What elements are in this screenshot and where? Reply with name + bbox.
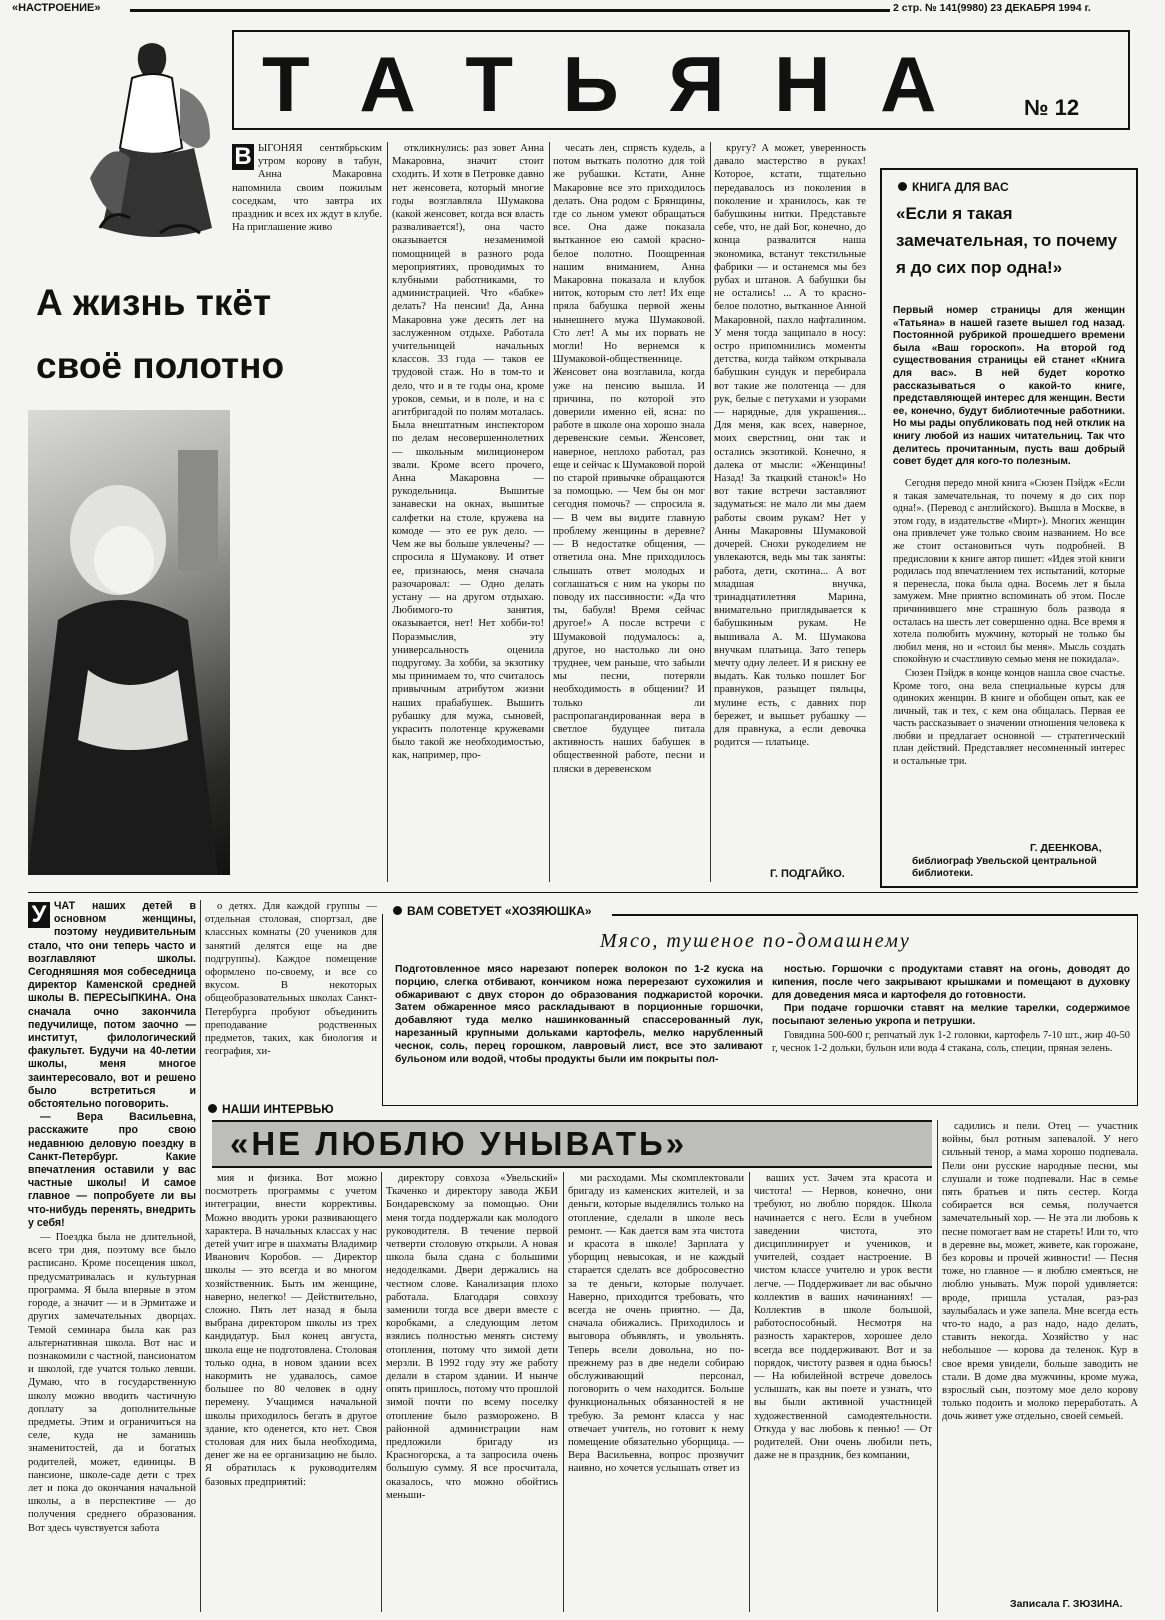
- interview-rubric-label: НАШИ ИНТЕРВЬЮ: [222, 1102, 334, 1116]
- recipe-text-left: Подготовленное мясо нарезают поперек волокон по 1-2 куска на порцию, слегка отбивают, кончиком ножа перерезают сухожилия и обжаривают с двух сторон до образования поджаристой корочки. Затем обжаренное мясо раскладывают в порционные горшочки, добавляют туда мелко нашинкованный спассерованный лук, нарезанный крупными дольками картофель, мелко нарубленный чеснок, соль, перец горошком, лавровый лист, все это заливают бульоном или водой, чтобы продукты были им покрыты пол-: [395, 964, 763, 1065]
- recipe-ingredients: Говядина 500-600 г, репчатый лук 1-2 головки, картофель 7-10 шт., жир 40-50 г, чеснок 1-2 дольки, бульон или вода 4 стакана, соль, специи, пряная зелень.: [772, 1029, 1130, 1054]
- interview-headline: «НЕ ЛЮБЛЮ УНЫВАТЬ»: [230, 1125, 688, 1162]
- page-number: № 12: [1024, 95, 1080, 120]
- interview-col1: [28, 900, 196, 1612]
- interview-c2: [386, 1172, 558, 1612]
- top-rule: [130, 9, 890, 12]
- interview-c1-text: мия и физика. Вот можно посмотреть программы с учетом интеграции, внести коррективы. Можно вводить уроки развивающего характера. В начальных классах у нас детей учит игре в шахматы Владимир Иванович Коробов. — Директор школы — это всегда и во многом хозяйственник. Быть им женщине, наверно, нелегко! — Действительно, сложно. Пять лет назад я была выбрана директором школы из трех кандидатур. Был конец августа, школа еще не подготовлена. Столовая только одна, в новом здании всех накормить не удавалось, самое большее по 80 человек в одну перемену. Учащимся начальной школы приходилось бегать в другое здание, кто оденется, кто нет. Своя столовая для них была необходима, денег же на ее организацию не было. Я обратилась к руководителям базовых предприятий:: [205, 1173, 377, 1488]
- recipe-box-top-line: [612, 914, 1138, 916]
- interview-dropcap: У: [28, 902, 50, 928]
- main-dropcap: В: [232, 144, 254, 170]
- issue-line: 2 стр. № 141(9980) 23 ДЕКАБРЯ 1994 г.: [893, 2, 1091, 14]
- woman-portrait-photo: [28, 410, 230, 875]
- interview-bullet-icon: [208, 1104, 217, 1113]
- recipe-title: Мясо, тушеное по-домашнему: [600, 930, 911, 952]
- page-title: Т А Т Ь Я Н А: [262, 40, 951, 128]
- interview-intro: ЧАТ наших детей в основном женщины, поэтому неудивительным стало, что они теперь часто и возглавляют школы. Сегодняшняя моя собеседница директор Каменской средней школы В. ПЕРЕСЫПКИНА. Она сначала очно закончила педучилище, потом заочно — институт, филологический факультет. Будучи на 40-летии школы, меня многое заинтересовало, вот и решено было встретиться и обстоятельно поговорить.: [28, 900, 196, 1111]
- book-lead: Первый номер страницы для женщин «Татьяна» в нашей газете вышел год назад. Постоянной рубрикой прошедшего времени была «Ваш гороскоп». На второй год существования страницы ей станет «Книга для вас». В ней будет коротко рассказываться о какой-то книге, представляющей интерес для женщин. Вести ее, конечно, будут библиотечные работники. Но мы рады опубликовать под ней отклик на книгу любой из наших читательниц. Так что делитесь прочитанным, пусть ваш добрый совет будет для кого-то полезным.: [893, 305, 1125, 468]
- mid-page-rule: [28, 892, 1138, 893]
- book-author: Г. ДЕЕНКОВА,: [1030, 842, 1102, 854]
- interview-c5: [942, 1120, 1138, 1598]
- main-col3-text: чесать лен, спрясть кудель, а потом выткать полотно для той же рубашки. Кстати, Анне Макаровне все это приходилось делать. Она родом с Брянщины, где со льном умеют обращаться все. Она даже показала вытканное ею самой красно-белое полотно. Поощренная нашим вниманием, Анна Макаровна показала и клубок ниток, которым сто лет! Их еще пряла бабушка первой жены нынешнего мужа Шумаковой. Сто лет! А мы их порвать не могли! Но вернемся к Шумаковой-общественнице. Женсовет она возглавила, когда уже на пенсию вышла. И причина, по которой это доверили именно ей, ясна: по работе в школе она хорошо знала деревенские семьи. Женсовет, наверное, неплохо работал, раз еще и сейчас к Шумаковой порой по старой привычке обращаются за помощью. — Чем бы он мог сегодня помочь? — спросила я. — В чем вы видите главную проблему женщины в деревне? — В недостатке общения, — ответила она. Мне приходилось слышать ответ молодых и соглашаться с ним на укоры по поводу их пассивности: «Да что ты, бабуля! Время сейчас другое!» А после встречи с Шумаковой подумалось: а, другое, но настолько ли оно труднее, чем раньше, что забыли мы песни, потеряли необходимость в общении? И только ли распропагандированная вера в светлое будущее питала активность наших бабушек в общественной работе, песни и пляски в деревенском: [553, 143, 705, 775]
- main-col1-text: ЫГОНЯЯ сентябрьским утром корову в табун, Анна Макаровна напомнила своим пожилым соседкам, что завтра их праздник и всех их ждут в клубе. На приглашение живо: [232, 143, 382, 234]
- main-author: Г. ПОДГАЙКО.: [770, 868, 845, 880]
- main-col-divider-1: [387, 142, 388, 882]
- interview-c2-text: директору совхоза «Увельский» Ткаченко и директору завода ЖБИ Бондаревскому за помощью. Они меня тогда поддержали как молодого руководителя. В течение первой четверти столовую открыли. А новая школа была сдана с большими недоделками. Двери держались на честном слове. Канализация плохо работала. Благодаря совхозу заменили тогда все двери вместе с коробками, а следующим летом взялись полностью менять систему отопления, потому что зимой дети мерзли. В 1992 году эту же работу делали в старом здании. И нынче опять пришлось, потому что прошлой зимой почти по всему поселку отопление было разморожено. В районной администрации нам предложили бригаду из Красногорска, а та запросила очень большую сумму. Я все просчитала, оказалось, что можно обойтись меньши-: [386, 1173, 558, 1501]
- interview-a1: — Поездка была не длительной, всего три дня, поэтому все было расписано. Кроме посещения школ, предусматривалась и культурная программа. Я была впервые в этом городе, а значит — и в Эрмитаже и других замечательных дворцах. Темой семинара была как раз альтернативная школа. Вот нас и познакомили с частной, пансионатом и школой, где учатся только левши. Думаю, что в государственную школу можно вводить частичную доплату за дополнительные предметы. Этим и ограничиться на селе, куда не заманишь знаменитостей, да и богатых родителей, может, единицы. В пансионе, школе-саде дети с трех лет и пока до окончания начальной школы, а в перспективе — до получения среднего образования. Вот здесь чувствуется забота: [28, 1232, 196, 1534]
- main-headline-line2: своё полотно: [36, 345, 285, 386]
- book-rubric-label: КНИГА ДЛЯ ВАС: [912, 180, 1009, 194]
- interview-col2-top: [205, 900, 377, 1092]
- interview-q1: — Вера Васильевна, расскажите про свою недавнюю деловую поездку в Санкт-Петербург. Какие впечатления оставили у вас частные школы! И самое главное — попробуете ли вы что-нибудь перенять, внедрить у себя!: [28, 1111, 196, 1229]
- interview-c4: [754, 1172, 932, 1612]
- recipe-text3: При подаче горшочки ставят на мелкие тарелки, содержимое посыпают зеленью укропа и петрушки.: [772, 1003, 1130, 1028]
- main-article-col2: [392, 142, 544, 882]
- interview-c4-text: ваших уст. Зачем эта красота и чистота! — Нервов, конечно, они требуют, но люблю порядок. Школа начинается с него. Если в учебном заведении чистота, это дисциплинирует и учеников, и учителей, создает настроение. В чистом классе учителю и урок вести легче. — Поддерживает ли вас обычно коллектив в ваших начинаниях! — Коллектив в школе большой, работоспособный. Несмотря на разность характеров, хорошее дело всегда все поддерживают. Вот и за порядок, чистоту развея я одна бьюсь! — На юбилейной встрече довелось услышать, как вы поете и узнать, что вы были активной участницей художественной самодеятельности. Откуда у вас любовь к пенью! — От родителей. Они очень любили петь, даже не в праздник, без компании,: [754, 1173, 932, 1462]
- book-body: [893, 478, 1125, 838]
- interview-rubric: [208, 1102, 334, 1116]
- section-label: «НАСТРОЕНИЕ»: [12, 2, 101, 14]
- main-headline-line1: А жизнь ткёт: [36, 282, 272, 323]
- interview-author: Записала Г. ЗЮЗИНА.: [1010, 1598, 1123, 1610]
- main-col-divider-2: [549, 142, 550, 882]
- interview-c3: [568, 1172, 744, 1612]
- interview-c3-text: ми расходами. Мы скомплектовали бригаду из каменских жителей, и за деньги, которые выделялись только на отопление, сделали в школе весь ремонт. — Как дается вам эта чистота и красота в школе! Зарплата у уборщиц невысокая, и не каждый старается сделать все добросовестно за те деньги, которые получает. Наверно, приходится требовать, что всегда не очень приятно. — Да, сначала обижались. Приходилось и выговора объявлять, и увольнять. Теперь всели довольна, но по-прежнему раз в две недели собираю обслуживающий персонал, поговорить о чем находится. Больше функциональных обязанностей я не требую. За ремонт класса у нас отвечает учитель, но готовит к нему помещение обязательно уборщица. — Вера Васильевна, вопрос прозвучит наивно, но хочется услышать ответ из: [568, 1173, 744, 1475]
- main-col2-text: откликнулись: раз зовет Анна Макаровна, значит стоит сходить. И хотя в Петровке давно нет женсовета, который многие годы возглавляла Шумакова (какой женсовет, когда вся власть разваливается!), она часто оказывается незаменимой помощницей в разного рода мероприятиях, проводимых то клубными работниками, то администрацией. Что «бабке» делать? На пенсии! Да, Анна Макаровна уже десять лет на заслуженном отдыхе. Работала учительницей начальных классов. 33 года — таков ее трудовой стаж. Но в том-то и дело, что и в те годы она, кроме уроков, семьи, и в поле, и на с агитбригадой по полям моталась. Была внештатным инспектором по делам несовершеннолетних — школьным милиционером звали. Кроме всего прочего, Анна Макаровна — рукодельница. Вышитые занавески на окнах, вышитые салфетки на столе, кружева на комоде — это ее рук дело. — Чем же вы больше увлечены? — спросила я Шумакову. И ответ ее, признаюсь, меня сначала разочаровал: — Одно делать устану — на другом отдыхаю. Любимого-то занятия, оказывается, нет! Нет хобби-то! Поразмыслив, эту универсальность оценила подругому. За хобби, за экзотику мы принимаем то, что считалось привычным атрибутом жизни наших прабабушек. Вышить рубашку для мужа, сыновей, украсить полотенце кружевами было такой же необходимостью, как, например, про-: [392, 143, 544, 762]
- main-article-col1: [232, 142, 382, 242]
- book-headline: «Если я такая замечательная, то почему я до сих пор одна!»: [896, 204, 1118, 277]
- book-author-note: библиограф Увельской центральной библиотеки.: [912, 856, 1097, 879]
- book-body-p2: Сюзен Пэйдж в конце концов нашла свое счастье. Кроме того, она вела специальные курсы для одиноких женщин. В книге и обобщен опыт, как ее личный, так и тех, с кем она общалась. Первая ее часть рассказывает о значении отношения человека к любви и предлагает основной — стратегический план действий. Представляет несомненный интерес и остальные три.: [893, 667, 1125, 768]
- main-col-divider-3: [710, 142, 711, 882]
- interview-divider-4: [749, 1172, 750, 1612]
- recipe-rubric-label: ВАМ СОВЕТУЕТ «ХОЗЯЮШКА»: [407, 904, 592, 918]
- recipe-text-right: [772, 964, 1130, 1104]
- rubric-bullet-icon: [898, 182, 907, 191]
- interview-col2-text: о детях. Для каждой группы — отдельная столовая, спортзал, две классных комнаты (20 учеников для занятий делятся еще на две подгруппы). Каждое помещение оформлено по-своему, и все со вкусом. В некоторых общеобразовательных школах Санкт-Петербурга пробуют объединить преподавание родственных предметов, таких, как биология и география, хи-: [205, 901, 377, 1058]
- interview-c1: [205, 1172, 377, 1612]
- interview-divider-1: [200, 900, 201, 1612]
- interview-divider-5: [937, 1120, 938, 1612]
- interview-divider-2: [381, 1172, 382, 1612]
- interview-divider-3: [563, 1172, 564, 1612]
- book-body-p1: Сегодня передо мной книга «Сюзен Пэйдж «Если я такая замечательная, то почему я до сих пор одна!». (Перевод с английского). Вышла в Москве, в этом году, в издательстве «Мирт»). Многих женщин она привлечет уже только своим названием. Но все же стоит остановиться чуть подробней. В предисловии к книге автор пишет: «Идея этой книги родилась под впечатлением тех испытаний, которые я перенесла, пока была одна. Восемь лет я была замужем. Мне приятно вспоминать об этом. После причинившего мне страшную боль развода я осталась на шесть лет совершенно одна. Все время я хотела полюбить мужчину, который не только бы любил меня, но и «стоил бы меня». Мысль создать спокойную и счастливую семью меня не покидала».: [893, 478, 1125, 666]
- main-article-col3: [553, 142, 705, 882]
- interview-c5-text: садились и пели. Отец — участник войны, был ротным запевалой. У него сильный тенор, а мама хорошо подпевала. Пели они русские народные песни, мы слушали и тоже подпевали. Нас в семье пять братьев и пять сестер. Когда собирается вся семья, получается замечательный хор. — Не эта ли любовь к песне помогает вам не стареть! Или то, что в деревне вы, может, живете, как горожане, без коровы и прочей живности! — Песня тоже, но главное — я люблю смеяться, не люблю унывать. Муж порой удивляется: вроде, пришла усталая, раз-раз заулыбалась и уже запела. Мне всегда есть что-то надо, а раз надо, надо делать, ставить некогда. Хозяйство у нас небольшое — корова да теленок. Кур в свое время увидели, больше заводить не стали. В доме два мужчины, кроме мужа, взрослый сын, поэтому мое дело корову только подоить и молоко переработать. А дочь живет уже отдельно, своей семьей.: [942, 1121, 1138, 1423]
- woman-illustration: [70, 28, 220, 248]
- book-rubric: [898, 180, 1009, 194]
- recipe-text2: ностью. Горшочки с продуктами ставят на огонь, доводят до кипения, после чего закрывают крышками и помещают в духовку для доведения мяса и картофеля до готовности.: [772, 964, 1130, 1001]
- main-col4-text: кругу? А может, уверенность давало мастерство в руках! Которое, кстати, тщательно передавалось из поколения в поколение и хранилось, как те бабушкины нитки. Представьте себе, что, не дай Бог, конечно, до конца развалится наша экономика, встанут текстильные фабрики — и останемся мы без рубах и штанов. А бабушки бы не остались! ... А то красно-белое полотно, вытканное Анной Макаровной, пахло нафталином. У меня тогда защипало в носу: остро припомнились моменты детства, когда тайком открывала бабушкин сундук и перебирала вот такие же полотенца — для рук, белые с петухами и узорами — нарядные, для украшения... Для меня, как всех, наверное, моих сверстниц, они так и остались экзотикой. Конечно, я далека от мысли: «Женщины! Назад! За ткацкий станок!» Но вот такие встречи заставляют задуматься: не мало ли мы даем работы своим рукам? Нет у Анны Макаровны Шумаковой дочерей. Снохи рукоделием не увлекаются, ведь мы так заняты: работа, дети, скотина... А вот младшая внучка, тринадцатилетняя Марина, внимательно приглядывается к бабушкиным рукам. Не вышивала А. М. Шумакова внучкам платьица. Зато теперь мечту одну лелеет. И я рискну ее выдать. Как только пошлет Бог правнуков, разыщет пяльцы, мулине есть, с давних пор бережет, и вышьет рубашку — для правнука, а если девочка родится — платьице.: [714, 143, 866, 749]
- main-article-col4: [714, 142, 866, 864]
